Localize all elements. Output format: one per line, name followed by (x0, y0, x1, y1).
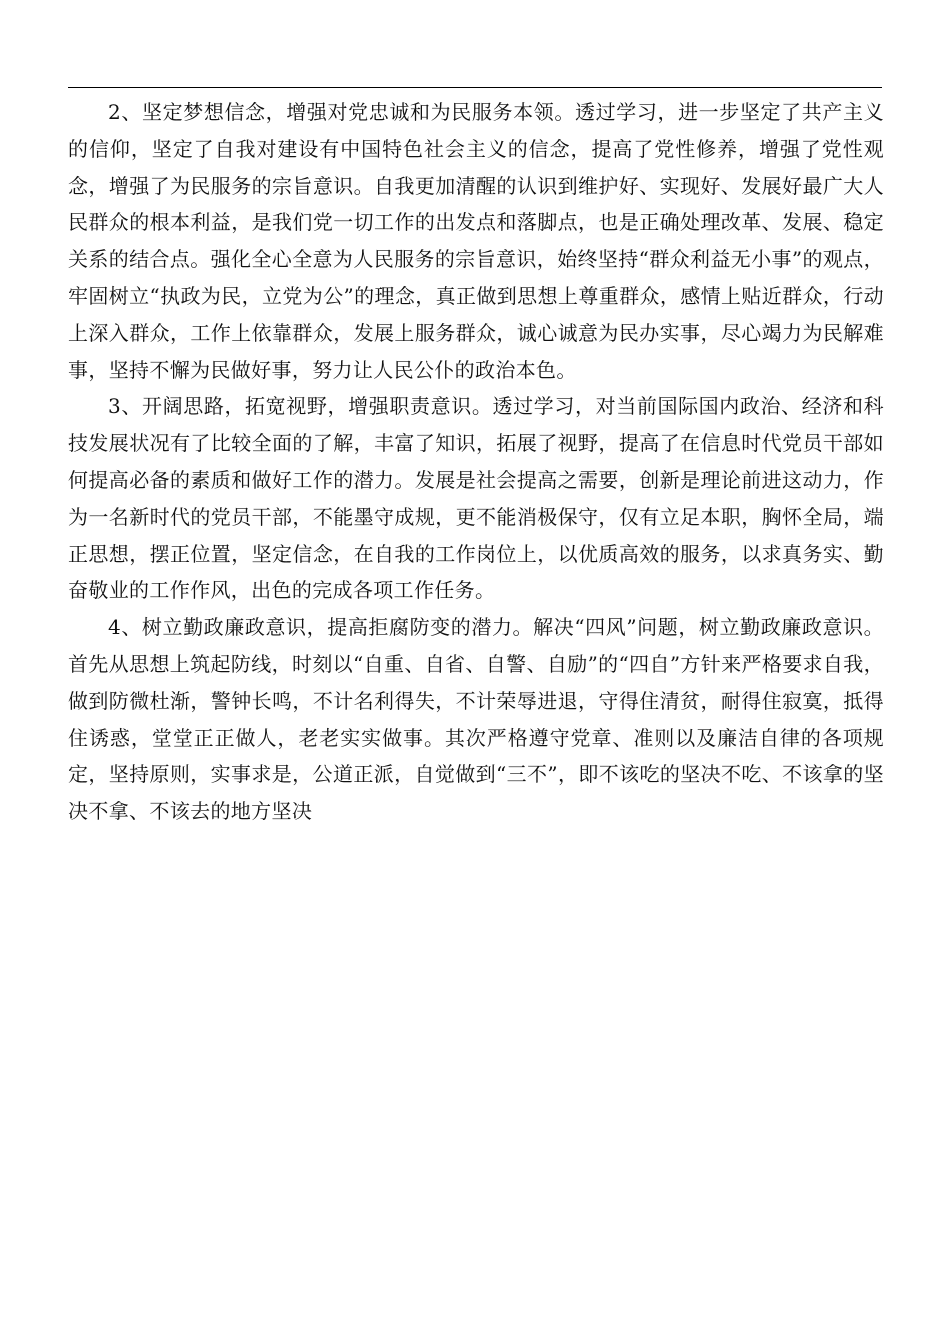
paragraph-2: 2、坚定梦想信念，增强对党忠诚和为民服务本领。透过学习，进一步坚定了共产主义的信仰，坚定了自我对建设有中国特色社会主义的信念，提高了党性修养，增强了党性观念，增强了为民服务的宗旨意识。自我更加清醒的认识到维护好、实现好、发展好最广大人民群众的根本利益，是我们党一切工作的出发点和落脚点，也是正确处理改革、发展、稳定关系的结合点。强化全心全意为人民服务的宗旨意识，始终坚持“群众利益无小事”的观点，牢固树立“执政为民，立党为公”的理念，真正做到思想上尊重群众，感情上贴近群众，行动上深入群众，工作上依靠群众，发展上服务群众，诚心诚意为民办实事，尽心竭力为民解难事，坚持不懈为民做好事，努力让人民公仆的政治本色。 (68, 100, 884, 382)
document-body (68, 94, 884, 830)
paragraph-3: 3、开阔思路，拓宽视野，增强职责意识。透过学习，对当前国际国内政治、经济和科技发展状况有了比较全面的了解，丰富了知识，拓展了视野，提高了在信息时代党员干部如何提高必备的素质和做好工作的潜力。发展是社会提高之需要，创新是理论前进这动力，作为一名新时代的党员干部，不能墨守成规，更不能消极保守，仅有立足本职，胸怀全局，端正思想，摆正位置，坚定信念，在自我的工作岗位上，以优质高效的服务，以求真务实、勤奋敬业的工作作风，出色的完成各项工作任务。 (68, 394, 884, 603)
header-rule (68, 87, 882, 88)
paragraph-4: 4、树立勤政廉政意识，提高拒腐防变的潜力。解决“四风”问题，树立勤政廉政意识。首先从思想上筑起防线，时刻以“自重、自省、自警、自励”的“四自”方针来严格要求自我，做到防微杜渐，警钟长鸣，不计名利得失，不计荣辱进退，守得住清贫，耐得住寂寞，抵得住诱惑，堂堂正正做人，老老实实做事。其次严格遵守党章、准则以及廉洁自律的各项规定，坚持原则，实事求是，公道正派，自觉做到“三不”，即不该吃的坚决不吃、不该拿的坚决不拿、不该去的地方坚决 (68, 615, 884, 824)
